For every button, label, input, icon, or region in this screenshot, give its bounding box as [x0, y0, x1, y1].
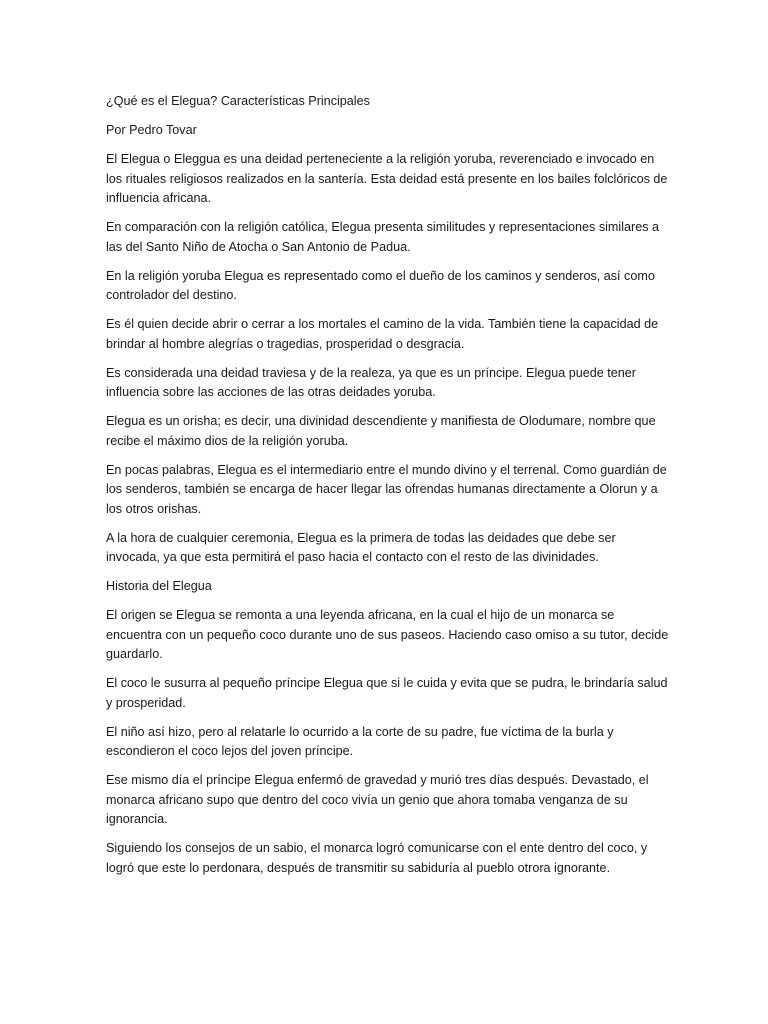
paragraph-intro-7: En pocas palabras, Elegua es el intermediario entre el mundo divino y el terrenal. Como guardián de los senderos, también se encarga de hacer llegar las ofrendas humanas directamente a Olorun y a los otros orishas.: [106, 462, 667, 516]
paragraph-intro-8: A la hora de cualquier ceremonia, Elegua es la primera de todas las deidades que debe ser invocada, ya que esta permitirá el paso hacia el contacto con el resto de las divinidades.: [106, 530, 616, 564]
document-page: [106, 92, 672, 888]
paragraph-intro-6: Elegua es un orisha; es decir, una divinidad descendiente y manifiesta de Olodumare, nombre que recibe el máximo dios de la religión yoruba.: [106, 414, 656, 448]
paragraph-intro-4: Es él quien decide abrir o cerrar a los mortales el camino de la vida. También tiene la capacidad de brindar al hombre alegrías o tragedias, prosperidad o desgracia.: [106, 317, 659, 351]
paragraph-history-3: El niño así hizo, pero al relatarle lo ocurrido a la corte de su padre, fue víctima de la burla y escondieron el coco lejos del joven príncipe.: [106, 724, 614, 758]
paragraph-intro-1: El Elegua o Eleggua es una deidad perteneciente a la religión yoruba, reverenciado e invocado en los rituales religiosos realizados en la santería. Esta deidad está presente en los bailes folclóricos de influencia africana.: [106, 152, 668, 205]
section-heading-history: Historia del Elegua: [106, 579, 212, 593]
document-author: Por Pedro Tovar: [106, 123, 197, 137]
paragraph-intro-3: En la religión yoruba Elegua es representado como el dueño de los caminos y senderos, así como controlador del destino.: [106, 268, 655, 302]
paragraph-history-5: Siguiendo los consejos de un sabio, el monarca logró comunicarse con el ente dentro del coco, y logró que este lo perdonara, después de transmitir su sabiduría al pueblo otrora ignorante.: [106, 841, 648, 875]
paragraph-intro-5: Es considerada una deidad traviesa y de la realeza, ya que es un príncipe. Elegua puede tener influencia sobre las acciones de las otras deidades yoruba.: [106, 365, 636, 399]
paragraph-history-2: El coco le susurra al pequeño príncipe Elegua que si le cuida y evita que se pudra, le brindaría salud y prosperidad.: [106, 676, 668, 710]
document-title: ¿Qué es el Elegua? Características Principales: [106, 94, 370, 108]
paragraph-intro-2: En comparación con la religión católica, Elegua presenta similitudes y representaciones similares a las del Santo Niño de Atocha o San Antonio de Padua.: [106, 220, 660, 254]
paragraph-history-1: El origen se Elegua se remonta a una leyenda africana, en la cual el hijo de un monarca se encuentra con un pequeño coco durante uno de sus paseos. Haciendo caso omiso a su tutor, decide guardarlo.: [106, 608, 669, 661]
paragraph-history-4: Ese mismo día el príncipe Elegua enfermó de gravedad y murió tres días después. Devastado, el monarca africano supo que dentro del coco vivía un genio que ahora tomaba venganza de su ignorancia.: [106, 773, 649, 826]
